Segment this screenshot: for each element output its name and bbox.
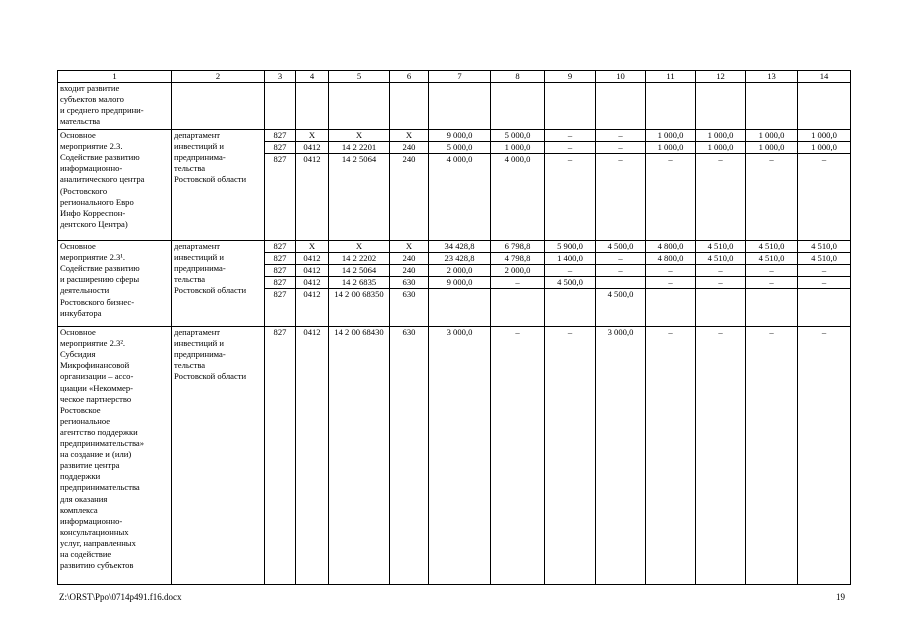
value: – <box>746 277 797 289</box>
name-line: агентство поддержки <box>60 426 138 437</box>
value: 0412 <box>303 327 321 338</box>
value: 5 900,0 <box>545 241 595 253</box>
name-line: услуг, направленных <box>60 537 136 548</box>
value: – <box>746 265 797 277</box>
executor-line: департамент <box>174 130 221 141</box>
header-cell: 10 <box>596 71 646 83</box>
value: 4 800,0 <box>646 241 695 253</box>
value: 4 510,0 <box>798 253 850 265</box>
value: 4 500,0 <box>545 277 595 289</box>
value: 4 500,0 <box>596 241 645 253</box>
header-cell: 13 <box>746 71 798 83</box>
value: 5 000,0 <box>429 142 490 154</box>
value: 0412 <box>296 253 328 265</box>
name-line: и среднего предприни- <box>60 105 144 116</box>
value-cell <box>265 130 296 241</box>
value-cell <box>746 83 798 130</box>
value: 34 428,8 <box>429 241 490 253</box>
header-cell: 14 <box>798 71 851 83</box>
value-cell <box>646 327 696 585</box>
value: 1 000,0 <box>696 130 745 142</box>
name-line: входит развитие <box>60 83 120 94</box>
executor <box>172 241 265 327</box>
value-cell <box>545 83 596 130</box>
value: 14 2 5064 <box>341 154 377 165</box>
value: 3 000,0 <box>607 327 634 338</box>
value-cell <box>429 327 491 585</box>
value: 1 000,0 <box>746 130 797 142</box>
value: 1 000,0 <box>491 142 544 154</box>
value: – <box>545 130 595 142</box>
value: 4 500,0 <box>607 289 634 300</box>
value-cell <box>596 241 646 327</box>
executor-line: предпринима- <box>174 349 226 360</box>
value: 4 800,0 <box>646 253 695 265</box>
table-row <box>58 327 851 585</box>
name-line: развитию субъектов <box>60 560 134 571</box>
value <box>696 289 745 300</box>
page-number: 19 <box>836 592 845 602</box>
value: Х <box>390 130 428 142</box>
value: 14 2 2202 <box>329 253 389 265</box>
executor-line: департамент <box>174 327 221 338</box>
value-cell <box>296 241 329 327</box>
value: 1 000,0 <box>746 142 797 154</box>
table-row <box>58 83 851 130</box>
name-line: циации «Некоммер- <box>60 382 133 393</box>
value: – <box>596 130 645 142</box>
name-line: Содействие развитию <box>60 263 140 274</box>
name-line: инкубатора <box>60 307 102 318</box>
executor-line: тельства <box>174 274 206 285</box>
value: 1 400,0 <box>545 253 595 265</box>
value: – <box>567 327 573 338</box>
value: 14 2 00 68430 <box>334 327 384 338</box>
header-row <box>58 71 851 83</box>
value: – <box>718 327 723 338</box>
value-cell <box>646 130 696 241</box>
table-row <box>58 241 851 327</box>
name-line: для оказания <box>60 493 108 504</box>
name-line: мероприятие 2.3¹. <box>60 252 126 263</box>
value: 4 510,0 <box>746 253 797 265</box>
name-line: Основное <box>60 130 96 141</box>
value: 1 000,0 <box>646 142 695 154</box>
measure-name <box>58 130 172 241</box>
value: – <box>545 142 595 154</box>
name-line: Ростовское <box>60 404 101 415</box>
value: 1 000,0 <box>798 130 850 142</box>
value-cell <box>798 327 851 585</box>
value: 4 000,0 <box>504 154 531 165</box>
table-body <box>58 71 851 585</box>
name-line: (Ростовского <box>60 185 108 196</box>
value: 240 <box>390 142 428 154</box>
value: 240 <box>402 154 416 165</box>
value: 827 <box>273 154 287 165</box>
value: 4 510,0 <box>798 241 850 253</box>
name-line: Основное <box>60 327 96 338</box>
value <box>798 289 850 300</box>
value: – <box>798 265 850 277</box>
value-cell <box>429 130 491 241</box>
value: 827 <box>265 265 295 277</box>
value: 4 510,0 <box>746 241 797 253</box>
file-path: Z:\ORST\Ppo\0714p491.f16.docx <box>59 592 182 602</box>
value <box>596 277 645 289</box>
name-line: информационно- <box>60 163 123 174</box>
value: 630 <box>402 289 416 300</box>
value: 630 <box>390 277 428 289</box>
value: – <box>646 277 695 289</box>
value: Х <box>390 241 428 253</box>
value: – <box>668 327 673 338</box>
value: – <box>668 154 673 165</box>
value-cell <box>646 241 696 327</box>
executor-line: Ростовской области <box>174 285 247 296</box>
value <box>545 289 595 300</box>
value: 240 <box>390 253 428 265</box>
value-cell <box>491 130 545 241</box>
name-line: мероприятие 2.3². <box>60 338 126 349</box>
value-cell <box>596 327 646 585</box>
value: – <box>646 265 695 277</box>
value: Х <box>296 241 328 253</box>
value: – <box>821 154 827 165</box>
value: – <box>618 154 623 165</box>
value-cell <box>545 241 596 327</box>
name-line: на создание и (или) <box>60 449 132 460</box>
value-cell <box>265 241 296 327</box>
name-line: Инфо Корреспон- <box>60 207 126 218</box>
name-line: субъектов малого <box>60 94 124 105</box>
value-cell <box>545 327 596 585</box>
value <box>429 289 490 300</box>
executor <box>172 327 265 585</box>
header-cell: 6 <box>390 71 429 83</box>
name-line: Микрофинансовой <box>60 360 130 371</box>
name-line: Основное <box>60 241 96 252</box>
value <box>746 289 797 300</box>
value-cell <box>329 327 390 585</box>
name-line: на содействие <box>60 548 112 559</box>
value: 827 <box>273 327 287 338</box>
value: Х <box>329 241 389 253</box>
value-cell <box>429 83 491 130</box>
value: – <box>821 327 827 338</box>
value: 14 2 5064 <box>329 265 389 277</box>
header-cell: 12 <box>696 71 746 83</box>
value: 4 000,0 <box>446 154 473 165</box>
value: – <box>545 265 595 277</box>
value <box>646 289 695 300</box>
value: 240 <box>390 265 428 277</box>
header-cell: 8 <box>491 71 545 83</box>
value: 1 000,0 <box>696 142 745 154</box>
value: 0412 <box>296 277 328 289</box>
value: 827 <box>265 253 295 265</box>
executor-line: Ростовской области <box>174 371 247 382</box>
value-cell <box>646 83 696 130</box>
executor <box>172 130 265 241</box>
value: – <box>596 265 645 277</box>
value-cell <box>491 327 545 585</box>
value: 6 798,8 <box>491 241 544 253</box>
value-cell <box>545 130 596 241</box>
value: 14 2 6835 <box>329 277 389 289</box>
value: – <box>596 142 645 154</box>
measure-name <box>58 327 172 585</box>
value: 5 000,0 <box>491 130 544 142</box>
value-cell <box>390 327 429 585</box>
value-cell <box>329 241 390 327</box>
name-line: консультационных <box>60 526 129 537</box>
header-cell: 2 <box>172 71 265 83</box>
name-line: Субсидия <box>60 349 96 360</box>
value: – <box>515 327 520 338</box>
name-line: информационно- <box>60 515 123 526</box>
executor-line: предпринима- <box>174 152 226 163</box>
value-cell <box>491 83 545 130</box>
executor-line: предпринима- <box>174 263 226 274</box>
value: 2 000,0 <box>491 265 544 277</box>
value-cell <box>596 130 646 241</box>
value-cell <box>329 83 390 130</box>
name-line: и расширению сферы <box>60 274 140 285</box>
value-cell <box>265 327 296 585</box>
value: 4 798,8 <box>491 253 544 265</box>
value: 0412 <box>303 154 321 165</box>
value-cell <box>390 83 429 130</box>
name-line: деятельности <box>60 285 110 296</box>
value: – <box>696 265 745 277</box>
table-row <box>58 130 851 241</box>
value-cell <box>329 130 390 241</box>
name-line: регионального Евро <box>60 196 134 207</box>
value: 1 000,0 <box>798 142 850 154</box>
value: Х <box>329 130 389 142</box>
executor-line: инвестиций и <box>174 338 224 349</box>
value: 9 000,0 <box>429 277 490 289</box>
value: 4 510,0 <box>696 253 745 265</box>
value: 23 428,8 <box>429 253 490 265</box>
header-cell: 11 <box>646 71 696 83</box>
header-cell: 3 <box>265 71 296 83</box>
value: – <box>567 154 573 165</box>
name-line: дентского Центра) <box>60 218 128 229</box>
value: – <box>696 277 745 289</box>
value <box>491 289 544 300</box>
header-cell: 9 <box>545 71 596 83</box>
value: 4 510,0 <box>696 241 745 253</box>
executor-line: тельства <box>174 163 206 174</box>
value: 0412 <box>296 265 328 277</box>
value-cell <box>296 327 329 585</box>
header-cell: 7 <box>429 71 491 83</box>
value-cell <box>390 241 429 327</box>
value-cell <box>596 83 646 130</box>
value: 827 <box>265 142 295 154</box>
value-cell <box>265 83 296 130</box>
value-cell <box>798 241 851 327</box>
name-line: организации – ассо- <box>60 371 134 382</box>
executor-line: инвестиций и <box>174 252 224 263</box>
value: 827 <box>265 277 295 289</box>
value: 0412 <box>303 289 321 300</box>
name-line: предпринимательства» <box>60 438 145 449</box>
value: 1 000,0 <box>646 130 695 142</box>
name-line: Ростовского бизнес- <box>60 296 135 307</box>
name-line: комплекса <box>60 504 98 515</box>
measure-name <box>58 83 172 130</box>
value: 2 000,0 <box>429 265 490 277</box>
name-line: ческое партнерство <box>60 393 132 404</box>
value-cell <box>390 130 429 241</box>
value-cell <box>696 327 746 585</box>
value: 630 <box>402 327 416 338</box>
value: – <box>769 154 774 165</box>
value: – <box>596 253 645 265</box>
value: 0412 <box>296 142 328 154</box>
value: – <box>718 154 723 165</box>
header-cell: 1 <box>58 71 172 83</box>
value-cell <box>491 241 545 327</box>
value: 3 000,0 <box>446 327 473 338</box>
value: 827 <box>265 130 295 142</box>
name-line: аналитического центра <box>60 174 145 185</box>
value-cell <box>696 83 746 130</box>
executor-line: департамент <box>174 241 221 252</box>
value-cell <box>746 327 798 585</box>
executor-line: тельства <box>174 360 206 371</box>
name-line: поддержки <box>60 471 101 482</box>
name-line: развитие центра <box>60 460 120 471</box>
value-cell <box>798 130 851 241</box>
name-line: мероприятие 2.3. <box>60 141 123 152</box>
name-line: мательства <box>60 116 101 127</box>
value: 827 <box>265 241 295 253</box>
value: – <box>798 277 850 289</box>
value-cell <box>429 241 491 327</box>
budget-table <box>57 70 851 585</box>
value-cell <box>296 83 329 130</box>
value-cell <box>746 241 798 327</box>
name-line: Содействие развитию <box>60 152 140 163</box>
value-cell <box>696 130 746 241</box>
executor <box>172 83 265 130</box>
value: 14 2 2201 <box>329 142 389 154</box>
value: 9 000,0 <box>429 130 490 142</box>
value-cell <box>798 83 851 130</box>
value: – <box>491 277 544 289</box>
value: 14 2 00 68350 <box>334 289 384 300</box>
value-cell <box>296 130 329 241</box>
value-cell <box>746 130 798 241</box>
name-line: предпринимательства <box>60 482 140 493</box>
value-cell <box>696 241 746 327</box>
measure-name <box>58 241 172 327</box>
executor-line: инвестиций и <box>174 141 224 152</box>
header-cell: 5 <box>329 71 390 83</box>
value: Х <box>296 130 328 142</box>
name-line: региональное <box>60 415 111 426</box>
header-cell: 4 <box>296 71 329 83</box>
executor-line: Ростовской области <box>174 174 247 185</box>
value: 827 <box>273 289 287 300</box>
value: – <box>769 327 774 338</box>
